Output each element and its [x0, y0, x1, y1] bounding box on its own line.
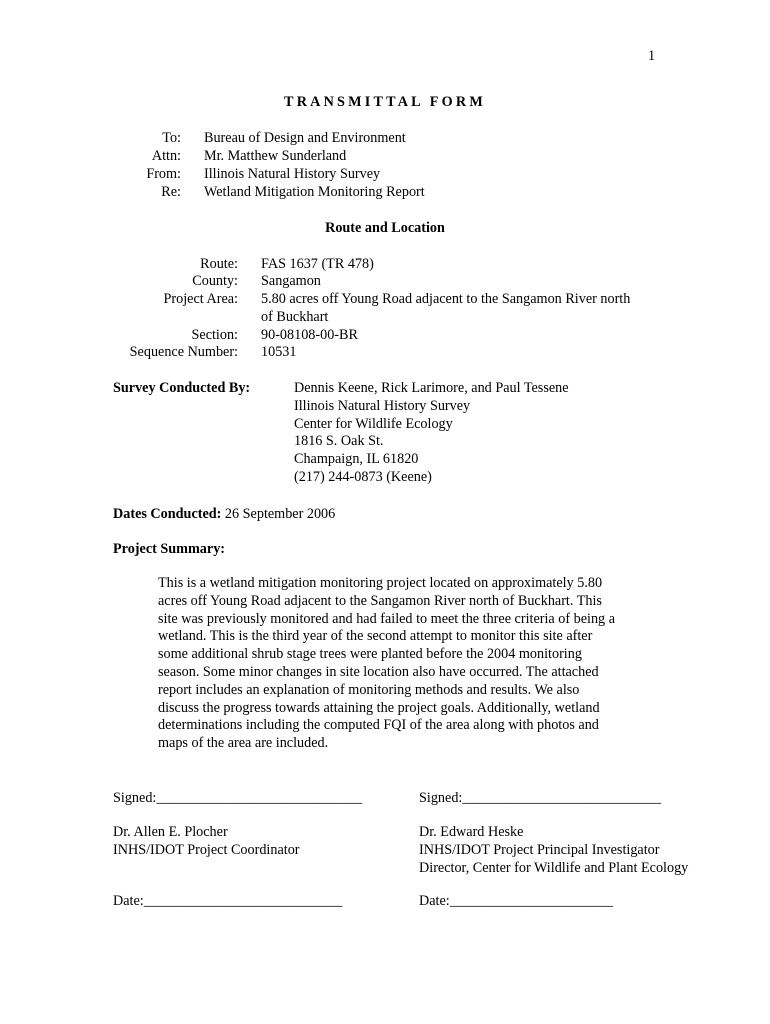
project-area-line2: of Buckhart	[261, 309, 329, 325]
summary-line: maps of the area are included.	[158, 735, 329, 752]
right-title-2: Director, Center for Wildlife and Plant Ecology	[419, 859, 689, 876]
project-area-label: Project Area:	[163, 291, 238, 307]
left-signatory	[113, 824, 300, 860]
project-area-line1: 5.80 acres off Young Road adjacent to the Sangamon River north	[261, 291, 631, 307]
sequence-value: 10531	[261, 344, 297, 360]
sequence-label: Sequence Number:	[129, 344, 238, 360]
page-number: 1	[648, 48, 656, 64]
summary-line: determinations including the computed FQI of the area along with photos and	[158, 717, 599, 734]
left-date-line: Date:____________________________	[113, 893, 343, 909]
survey-label: Survey Conducted By:	[113, 380, 251, 396]
to-label: To:	[162, 130, 181, 146]
survey-line: Dennis Keene, Rick Larimore, and Paul Tessene	[294, 380, 569, 396]
route-heading: Route and Location	[325, 220, 445, 236]
right-signatory	[419, 824, 688, 877]
survey-line: (217) 244-0873 (Keene)	[294, 468, 432, 485]
summary-line: discuss the progress towards attaining the project goals. Additionally, wetland	[158, 699, 600, 716]
left-title: INHS/IDOT Project Coordinator	[113, 841, 300, 858]
county-value: Sangamon	[261, 273, 321, 289]
summary-line: report includes an explanation of monitoring methods and results. We also	[158, 681, 580, 698]
county-label: County:	[192, 273, 238, 289]
page-title: TRANSMITTAL FORM	[284, 94, 486, 110]
re-label: Re:	[161, 184, 181, 200]
survey-line: Illinois Natural History Survey	[294, 397, 471, 414]
summary-line: wetland. This is the third year of the second attempt to monitor this site after	[158, 628, 593, 645]
right-title-1: INHS/IDOT Project Principal Investigator	[419, 841, 660, 858]
dates-label: Dates Conducted:	[113, 506, 222, 522]
from-value: Illinois Natural History Survey	[204, 166, 381, 182]
attn-label: Attn:	[151, 148, 181, 164]
left-name: Dr. Allen E. Plocher	[113, 824, 228, 840]
right-name: Dr. Edward Heske	[419, 824, 524, 840]
dates-conducted	[113, 506, 335, 524]
summary-line: some additional shrub stage trees were planted before the 2004 monitoring	[158, 646, 582, 663]
section-label: Section:	[191, 327, 238, 343]
section-value: 90-08108-00-BR	[261, 327, 358, 343]
summary-line: This is a wetland mitigation monitoring project located on approximately 5.80	[158, 575, 603, 591]
route-value: FAS 1637 (TR 478)	[261, 256, 374, 272]
attn-value: Mr. Matthew Sunderland	[204, 148, 347, 164]
survey-details	[294, 380, 569, 487]
re-value: Wetland Mitigation Monitoring Report	[204, 184, 425, 200]
summary-label: Project Summary:	[113, 541, 226, 557]
survey-line: Champaign, IL 61820	[294, 451, 419, 468]
dates-value: 26 September 2006	[224, 506, 336, 522]
summary-line: site was previously monitored and had failed to meet the three criteria of being a	[158, 610, 615, 627]
from-label: From:	[146, 166, 181, 182]
right-date-line: Date:_______________________	[419, 893, 613, 909]
route-label: Route:	[200, 256, 238, 272]
survey-line: Center for Wildlife Ecology	[294, 415, 453, 432]
summary-line: acres off Young Road adjacent to the Sangamon River north of Buckhart. This	[158, 592, 602, 609]
survey-line: 1816 S. Oak St.	[294, 433, 384, 450]
summary-paragraph	[158, 575, 678, 753]
left-signed-line: Signed:_____________________________	[113, 790, 363, 806]
summary-line: season. Some minor changes in site location also have occurred. The attached	[158, 663, 599, 680]
right-signed-line: Signed:____________________________	[419, 790, 661, 806]
to-value: Bureau of Design and Environment	[204, 130, 406, 146]
